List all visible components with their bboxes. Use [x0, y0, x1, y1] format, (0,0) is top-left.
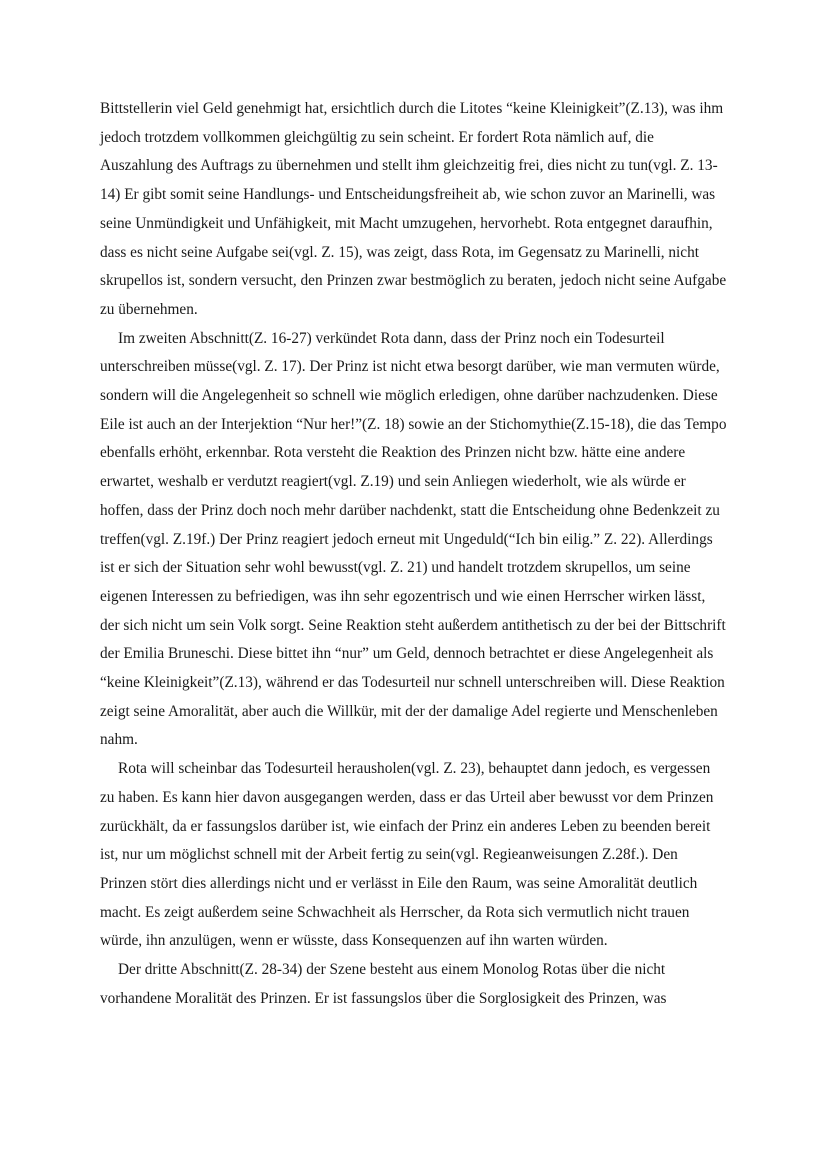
paragraph-3: Rota will scheinbar das Todesurteil herausholen(vgl. Z. 23), behauptet dann jedoch, es vergessen zu haben. Es kann hier davon ausgegangen werden, dass er das Urteil aber bewusst vor dem Prinzen zurückhält, da er fassungslos darüber ist, wie einfach der Prinz ein anderes Leben zu beenden bereit ist, nur um möglichst schnell mit der Arbeit fertig zu sein(vgl. Regieanweisungen Z.28f.). Den Prinzen stört dies allerdings nicht und er verlässt in Eile den Raum, was seine Amoralität deutlich macht. Es zeigt außerdem seine Schwachheit als Herrscher, da Rota sich vermutlich nicht trauen würde, ihn anzulügen, wenn er wüsste, dass Konsequenzen auf ihn warten würden.: [100, 760, 714, 950]
paragraph-2: Im zweiten Abschnitt(Z. 16-27) verkündet Rota dann, dass der Prinz noch ein Todesurteil unterschreiben müsse(vgl. Z. 17). Der Prinz ist nicht etwa besorgt darüber, wie man vermuten würde, sondern will die Angelegenheit so schnell wie möglich erledigen, ohne darüber nachzudenken. Diese Eile ist auch an der Interjektion “Nur her!”(Z. 18) sowie an der Stichomythie(Z.15-18), die das Tempo ebenfalls erhöht, erkennbar. Rota versteht die Reaktion des Prinzen nicht bzw. hätte eine andere erwartet, weshalb er verdutzt reagiert(vgl. Z.19) und sein Anliegen wiederholt, wie als würde er hoffen, dass der Prinz doch noch mehr darüber nachdenkt, statt die Entscheidung ohne Bedenkzeit zu treffen(vgl. Z.19f.) Der Prinz reagiert jedoch erneut mit Ungeduld(“Ich bin eilig.” Z. 22). Allerdings ist er sich der Situation sehr wohl bewusst(vgl. Z. 21) und handelt trotzdem skrupellos, um seine eigenen Interessen zu befriedigen, was ihn sehr egozentrisch und wie einen Herrscher wirken lässt, der sich nicht um sein Volk sorgt. Seine Reaktion steht außerdem antithetisch zu der bei der Bittschrift der Emilia Bruneschi. Diese bittet ihn “nur” um Geld, dennoch betrachtet er diese Angelegenheit als “keine Kleinigkeit”(Z.13), während er das Todesurteil nur schnell unterschreiben will. Diese Reaktion zeigt seine Amoralität, aber auch die Willkür, mit der der damalige Adel regierte und Menschenleben nahm.: [100, 329, 727, 749]
essay-text: [100, 95, 728, 1014]
paragraph-1: Bittstellerin viel Geld genehmigt hat, ersichtlich durch die Litotes “keine Kleinigkeit”(Z.13), was ihm jedoch trotzdem vollkommen gleichgültig zu sein scheint. Er fordert Rota nämlich auf, die Auszahlung des Auftrags zu übernehmen und stellt ihm gleichzeitig frei, dies nicht zu tun(vgl. Z. 13-14) Er gibt somit seine Handlungs- und Entscheidungsfreiheit ab, wie schon zuvor an Marinelli, was seine Unmündigkeit und Unfähigkeit, mit Macht umzugehen, hervorhebt. Rota entgegnet daraufhin, dass es nicht seine Aufgabe sei(vgl. Z. 15), was zeigt, dass Rota, im Gegensatz zu Marinelli, nicht skrupellos ist, sondern versucht, den Prinzen zwar bestmöglich zu beraten, jedoch nicht seine Aufgabe zu übernehmen.: [100, 100, 727, 318]
paragraph-4: Der dritte Abschnitt(Z. 28-34) der Szene besteht aus einem Monolog Rotas über die nicht vorhandene Moralität des Prinzen. Er ist fassungslos über die Sorglosigkeit des Prinzen, was: [100, 961, 667, 1007]
